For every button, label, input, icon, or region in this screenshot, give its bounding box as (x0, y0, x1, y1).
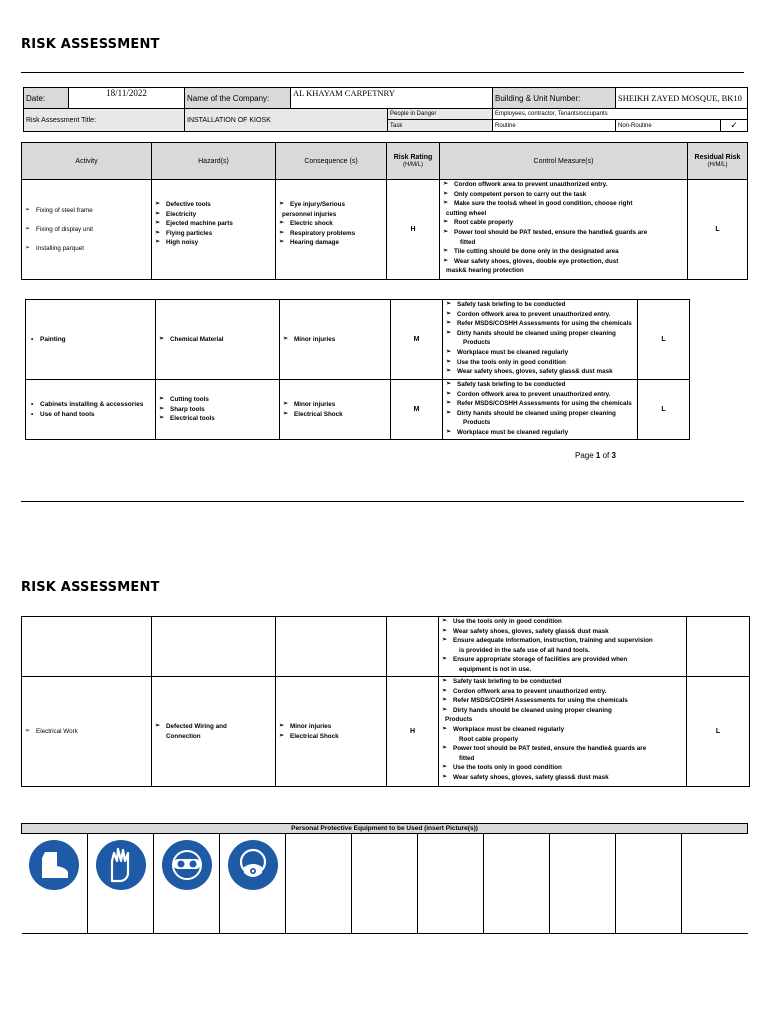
consequence-item: ➢ Electrical Shock (282, 410, 388, 420)
consequence-cell (280, 300, 391, 380)
control-item: ➢ Make sure the tools& wheel in good condition, choose right (442, 199, 685, 209)
control-cell (439, 677, 687, 787)
page-current: 1 (595, 451, 601, 460)
hazard-item: ➢ Flying particles (154, 229, 273, 239)
risk-table-2 (25, 299, 690, 440)
rating-header (387, 143, 440, 180)
control-item: ➢ Cordon offwork area to prevent unauthorized entry. (445, 390, 635, 400)
control-cell (439, 617, 687, 677)
safety-boots-icon (29, 840, 79, 890)
residual-risk: L (687, 677, 750, 787)
hazard-item: ➢ Ejected machine parts (154, 219, 273, 229)
info-table (23, 87, 748, 132)
residual-risk (687, 617, 750, 677)
consequence-item: ➢ Minor injuries (282, 335, 388, 345)
ppe-table (21, 823, 748, 934)
nonroutine-check: ✓ (721, 120, 748, 132)
consequence-item: ➢ Electrical Shock (278, 732, 384, 742)
hazard-item: ➢ Defected Wiring and (154, 722, 273, 732)
control-item: ➢ Safety task briefing to be conducted (445, 300, 635, 310)
control-item: equipment is not in use. (459, 665, 532, 673)
risk-rating: M (391, 380, 443, 440)
activity-item: ➢ Fixing of steel frame (24, 201, 149, 220)
company-label: Name of the Company: (185, 88, 291, 109)
hazard-cell (152, 677, 276, 787)
hazard-item: ➢ Electrical tools (158, 414, 277, 424)
risk-table-1 (21, 142, 748, 280)
ppe-cell (220, 834, 286, 934)
control-item: ➢ Use the tools only in good condition (441, 617, 684, 627)
consequence-item: ➢ Minor injuries (278, 722, 384, 732)
control-item: ➢ Workplace must be cleaned regularly (441, 725, 684, 735)
page-title: RISK ASSESSMENT (21, 37, 160, 52)
control-header: Control Measure(s) (440, 143, 688, 180)
safety-goggles-icon (162, 840, 212, 890)
control-item: ➢ Refer MSDS/COSHH Assessments for using the chemicals (445, 319, 635, 329)
control-cell (440, 180, 688, 280)
consequence-cell (276, 180, 387, 280)
consequence-cell (276, 677, 387, 787)
control-item: ➢ Cordon offwork area to prevent unauthorized entry. (442, 180, 685, 190)
activity-item: • Use of hand tools (28, 410, 153, 420)
hazard-cell (156, 380, 280, 440)
control-item: cutting wheel (446, 209, 487, 217)
ppe-cell (352, 834, 418, 934)
hazard-item: ➢ Cutting tools (158, 395, 277, 405)
control-item: ➢ Use the tools only in good condition (445, 358, 635, 368)
ppe-cell (484, 834, 550, 934)
ppe-cell (418, 834, 484, 934)
hazard-item: ➢ High noisy (154, 238, 273, 248)
consequence-item: personnel injuries (282, 210, 337, 218)
activity-header: Activity (22, 143, 152, 180)
activity-cell (26, 300, 156, 380)
activity-item: ➢ Electrical Work (24, 727, 149, 737)
control-item: ➢ Power tool should be PAT tested, ensure the handle& guards are (442, 228, 685, 238)
hazard-cell (152, 617, 276, 677)
task-label: Task (388, 120, 493, 132)
risk-rating: M (391, 300, 443, 380)
page-number (575, 451, 616, 460)
control-item: ➢ Ensure appropriate storage of facilities are provided when (441, 655, 684, 665)
control-item: ➢ Refer MSDS/COSHH Assessments for using the chemicals (441, 696, 684, 706)
ppe-cell (286, 834, 352, 934)
hazard-item: ➢ Chemical Material (158, 335, 277, 345)
risk-rating: H (387, 180, 440, 280)
control-item: ➢ Refer MSDS/COSHH Assessments for using the chemicals (445, 399, 635, 409)
control-item: ➢ Wear safety shoes, gloves, safety glass& dust mask (445, 367, 635, 377)
risk-table-3 (21, 616, 750, 787)
activity-cell (22, 180, 152, 280)
routine-label: Routine (493, 120, 616, 132)
control-cell (443, 380, 638, 440)
safety-gloves-icon (96, 840, 146, 890)
ppe-cell (616, 834, 682, 934)
control-item: is provided in the safe use of all hand tools. (459, 646, 590, 654)
control-item: ➢ Use the tools only in good condition (441, 763, 684, 773)
ppe-cell (550, 834, 616, 934)
control-item: ➢ Workplace must be cleaned regularly (445, 428, 635, 438)
consequence-item: ➢ Electric shock (278, 219, 384, 229)
consequence-cell (276, 617, 387, 677)
residual-header-sub: (H/M/L) (707, 162, 728, 168)
assessment-title-value: INSTALLATION OF KIOSK (185, 109, 388, 132)
risk-rating (387, 617, 439, 677)
ppe-cell (682, 834, 748, 934)
control-item: ➢ Dirty hands should be cleaned using proper cleaning (441, 706, 684, 716)
company-value: AL KHAYAM CARPETNRY (291, 88, 493, 109)
rating-header-sub: (H/M/L) (403, 162, 423, 168)
people-label: People in Danger (388, 109, 493, 120)
control-cell (443, 300, 638, 380)
control-item: ➢ Power tool should be PAT tested, ensure the handle& guards are (441, 744, 684, 754)
control-item: fitted (460, 238, 476, 246)
risk-rating: H (387, 677, 439, 787)
control-item: ➢ Cordon offwork area to prevent unauthorized entry. (441, 687, 684, 697)
page-divider (21, 501, 744, 502)
control-item: ➢ Wear safety shoes, gloves, safety glass& dust mask (441, 627, 684, 637)
hazard-item: ➢ Defective tools (154, 200, 273, 210)
control-item: ➢ Dirty hands should be cleaned using proper cleaning (445, 409, 635, 419)
activity-item: • Painting (28, 335, 153, 345)
activity-item: ➢ Installing parquet (24, 239, 149, 258)
nonroutine-label: Non-Routine (616, 120, 721, 132)
dust-mask-icon (228, 840, 278, 890)
control-item: Products (445, 716, 473, 724)
residual-header (688, 143, 748, 180)
ppe-cell (88, 834, 154, 934)
assessment-title-label: Risk Assessment Title: (24, 109, 185, 132)
ppe-cell (154, 834, 220, 934)
consequence-cell (280, 380, 391, 440)
consequence-item: ➢ Respiratory problems (278, 229, 384, 239)
rating-header-text: Risk Rating (393, 154, 433, 161)
building-value: SHEIKH ZAYED MOSQUE, BK10 (616, 88, 748, 109)
residual-risk: L (638, 300, 690, 380)
people-value: Employees, contractor, Tenants/occupants (493, 109, 748, 120)
residual-risk: L (688, 180, 748, 280)
control-item: ➢ Safety task briefing to be conducted (445, 380, 635, 390)
activity-item: ➢ Fixing of display unit (24, 220, 149, 239)
date-value: 18/11/2022 (69, 88, 185, 109)
control-item: ➢ Dirty hands should be cleaned using proper cleaning (445, 329, 635, 339)
hazard-cell (152, 180, 276, 280)
control-item: ➢ Tile cutting should be done only in the designated area (442, 247, 685, 257)
control-item: ➢ Ensure adequate information, instruction, training and supervision (441, 636, 684, 646)
residual-risk: L (638, 380, 690, 440)
consequence-item: ➢ Hearing damage (278, 238, 384, 248)
control-item: Root cable properly (459, 735, 519, 743)
control-item: Products (463, 339, 491, 347)
activity-cell (22, 677, 152, 787)
control-item: ➢ Workplace must be cleaned regularly (445, 348, 635, 358)
hazard-item: ➢ Electricity (154, 210, 273, 220)
control-item: ➢ Safety task briefing to be conducted (441, 677, 684, 687)
consequence-header: Consequence (s) (276, 143, 387, 180)
control-item: ➢ Wear safety shoes, gloves, safety glass& dust mask (441, 773, 684, 783)
page-of-word: of (602, 451, 610, 460)
ppe-cell (22, 834, 88, 934)
date-label: Date: (24, 88, 69, 109)
page-title: RISK ASSESSMENT (21, 580, 160, 595)
activity-cell (22, 617, 152, 677)
title-divider (21, 72, 744, 73)
activity-cell (26, 380, 156, 440)
activity-item: • Cabinets installing & accessories (28, 400, 153, 410)
consequence-item: ➢ Eye injury/Serious (278, 200, 384, 210)
hazard-item: ➢ Sharp tools (158, 405, 277, 415)
residual-header-text: Residual Risk (694, 154, 741, 161)
control-item: fitted (459, 754, 475, 762)
building-label: Building & Unit Number: (493, 88, 616, 109)
control-item: mask& hearing protection (446, 267, 524, 275)
control-item: ➢ Wear safety shoes, gloves, double eye protection, dust (442, 257, 685, 267)
control-item: ➢ Root cable properly (442, 218, 685, 228)
page-word: Page (575, 451, 594, 460)
control-item: ➢ Only competent person to carry out the task (442, 190, 685, 200)
consequence-item: ➢ Minor injuries (282, 400, 388, 410)
page-total: 3 (611, 451, 616, 460)
control-item: Products (463, 419, 491, 427)
hazard-item: Connection (166, 732, 201, 740)
hazard-cell (156, 300, 280, 380)
hazard-header: Hazard(s) (152, 143, 276, 180)
ppe-heading: Personal Protective Equipment to be Used (insert Picture(s)) (22, 824, 748, 834)
control-item: ➢ Cordon offwork area to prevent unauthorized entry. (445, 310, 635, 320)
